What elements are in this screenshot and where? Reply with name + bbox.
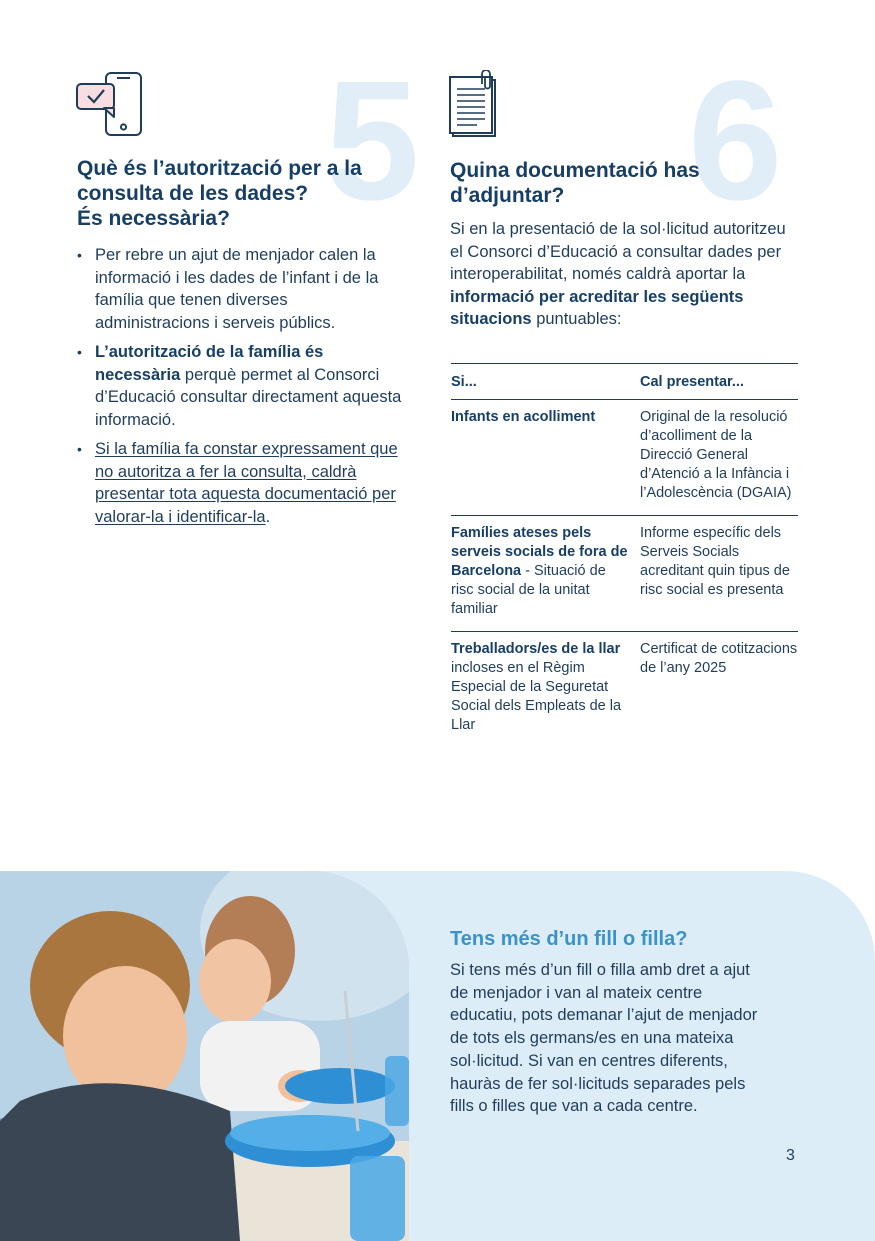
bullet-text: Per rebre un ajut de menjador calen la informació i les dades de l’infant i de la família que tenen diverses administracions i serveis públics. <box>95 246 379 332</box>
clipped-document-icon <box>449 70 499 138</box>
table-header-cell: Cal presentar... <box>640 364 798 400</box>
section5-title-line-3: És necessària? <box>77 207 230 230</box>
documentation-table <box>451 363 798 747</box>
table-header-row <box>451 364 798 400</box>
table-cell-situation: Famílies ateses pels serveis socials de fora de Barcelona - Situació de risc social de la unitat familiar <box>451 516 640 632</box>
table-cell-document: Original de la resolució d’acolliment de la Direcció General d’Atenció a la Infància i l’Adolescència (DGAIA) <box>640 400 798 516</box>
table-row <box>451 400 798 516</box>
bullet-text-end: . <box>265 507 271 526</box>
table-cell-document: Informe específic dels Serveis Socials acreditant quin tipus de risc social es presenta <box>640 516 798 632</box>
intro-text-end: puntuables: <box>531 310 622 328</box>
intro-bold-text: informació per acreditar les següents situacions <box>450 287 744 328</box>
intro-text: Si en la presentació de la sol·licitud autoritzeu el Consorci d’Educació a consultar dades per interoperabilitat, només caldrà aportar la <box>450 220 786 283</box>
table-row <box>451 632 798 748</box>
section6-title <box>450 158 770 208</box>
table-header-cell: Si... <box>451 364 640 400</box>
page-number: 3 <box>786 1147 795 1164</box>
bullet-item <box>77 244 402 334</box>
bullet-underlined-text: Si la família fa constar expressament que no autoritza a fer la consulta, caldrà presentar tota aquesta documentació per valorar-la i identificar-la <box>95 440 398 526</box>
section6-title-line-2: d’adjuntar? <box>450 184 565 207</box>
bullet-item <box>77 438 402 528</box>
phone-message-check-icon <box>76 72 144 138</box>
table-cell-situation: Infants en acolliment <box>451 400 640 516</box>
section5-title-line-1: Què és l’autorització per a la <box>77 157 362 180</box>
bullet-text: perquè permet al Consorci d’Educació consultar directament aquesta informació. <box>95 365 402 429</box>
section6-title-line-1: Quina documentació has <box>450 159 700 182</box>
table-cell-document: Certificat de cotitzacions de l’any 2025 <box>640 641 798 676</box>
table-row <box>451 516 798 632</box>
bullet-item <box>77 341 402 431</box>
children-eating-photo <box>0 871 409 1241</box>
section-number-6: 6 <box>688 46 783 236</box>
section6-intro <box>450 218 800 331</box>
section-number-5: 5 <box>325 46 420 236</box>
siblings-text: Si tens més d’un fill o filla amb dret a ajut de menjador i van al mateix centre educatiu, pots demanar l’ajut de menjador de tots els germans/es en una mateixa sol·licitud. Si van en centres diferents, hauràs de fer sol·licituds separades pels fills o filles que van a cada centre. <box>450 961 758 1116</box>
section5-bullet-list <box>77 244 402 528</box>
siblings-title: Tens més d’un fill o filla? <box>450 928 688 950</box>
section5-title-line-2: consulta de les dades? <box>77 182 309 205</box>
bullet-bold-text: L’autorització de la família és necessària <box>95 343 324 384</box>
table-cell-situation: Treballadors/es de la llar incloses en el Règim Especial de la Seguretat Social dels Empleats de la Llar <box>451 641 622 733</box>
section5-title <box>77 156 407 231</box>
